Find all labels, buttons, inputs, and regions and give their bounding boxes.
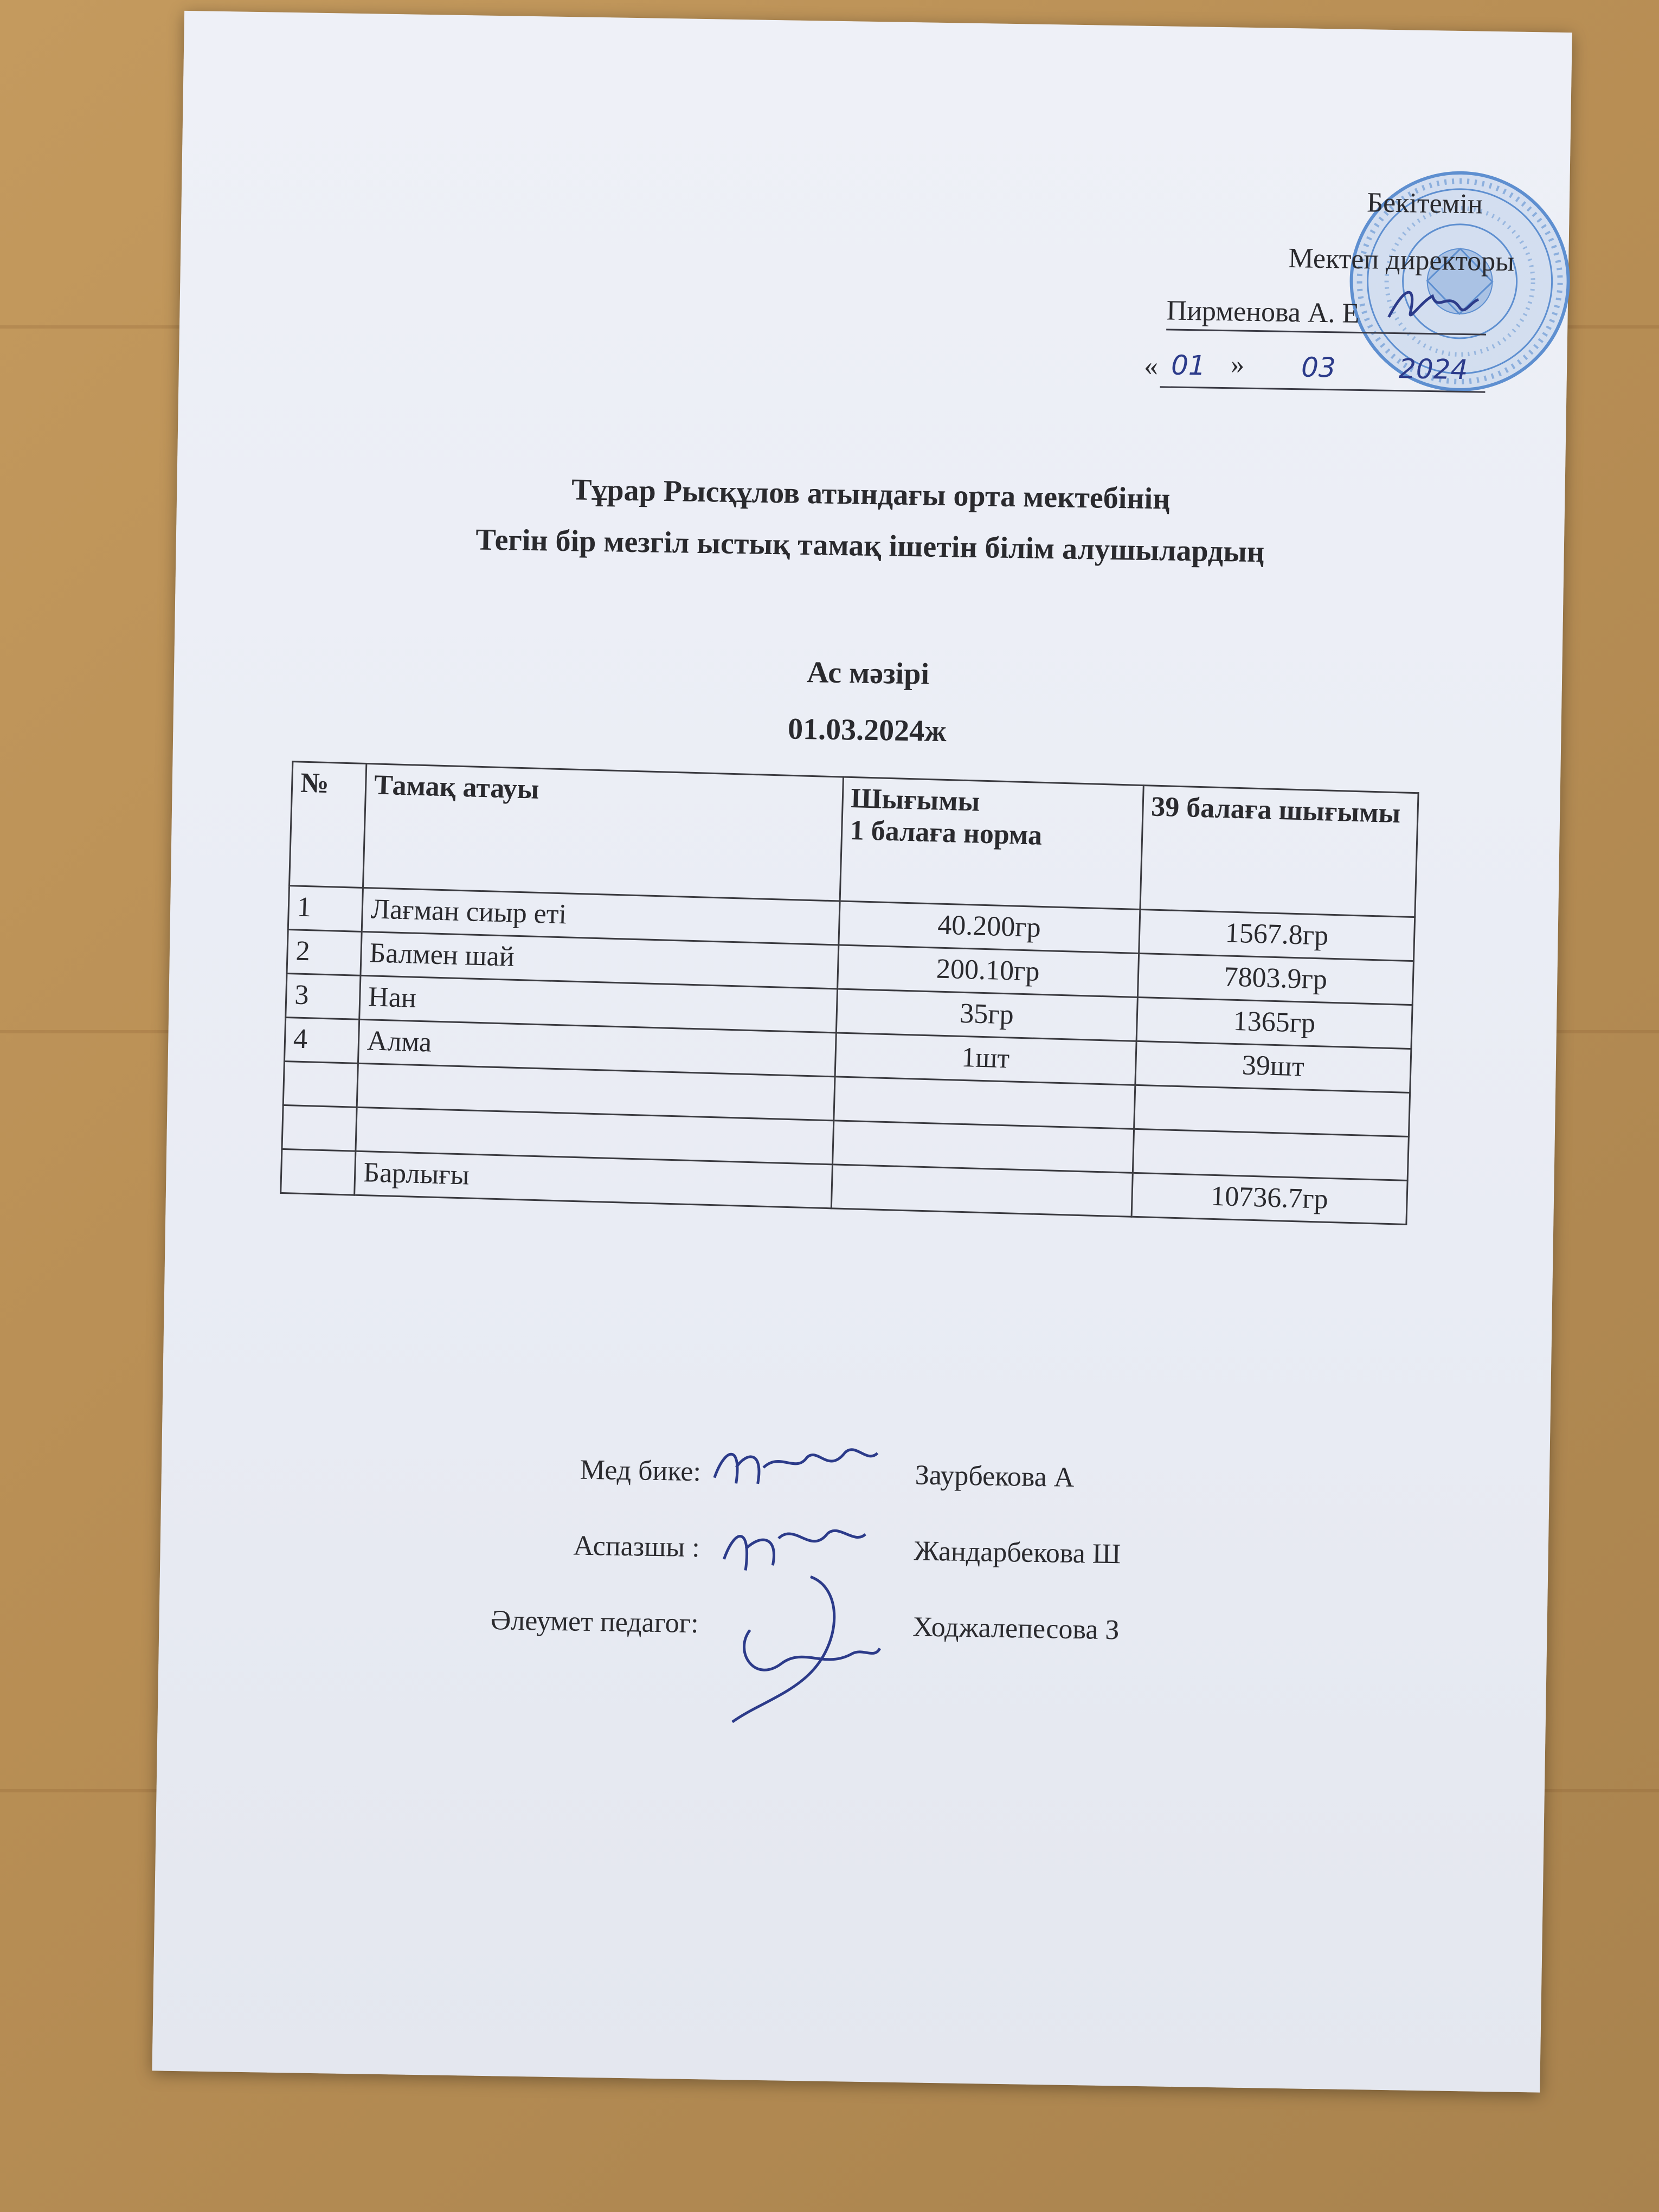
approval-block — [1100, 161, 1516, 417]
empty-cell — [833, 1077, 1135, 1129]
column-header-total: 39 балаға шығымы — [1140, 786, 1419, 917]
director-title: Мектеп директоры — [1288, 242, 1515, 278]
social-pedagogue-signature — [700, 1564, 898, 1730]
dish-norm: 1шт — [835, 1033, 1136, 1085]
dish-name: Алма — [358, 1019, 835, 1077]
dish-total: 39шт — [1135, 1041, 1411, 1092]
dish-name: Балмен шай — [361, 931, 838, 989]
approval-date-line — [1143, 349, 1486, 393]
row-number: 1 — [288, 886, 363, 932]
empty-cell — [1134, 1085, 1410, 1136]
date-year: 2024 — [1398, 353, 1468, 386]
signature-role-cook: Аспазшы : — [573, 1530, 700, 1564]
column-header-dish: Тамақ атауы — [363, 764, 843, 901]
school-line: Тұрар Рысқұлов атындағы орта мектебінің — [571, 473, 1171, 516]
total-value: 10736.7гр — [1131, 1173, 1407, 1224]
menu-date: 01.03.2024ж — [787, 712, 947, 749]
dish-name: Нан — [359, 975, 837, 1033]
director-signature — [1383, 279, 1481, 330]
empty-cell — [1133, 1129, 1409, 1180]
signature-name-cook: Жандарбекова Ш — [914, 1535, 1121, 1570]
dish-norm: 40.200гр — [838, 901, 1140, 953]
empty-cell — [832, 1121, 1134, 1173]
total-label: Барлығы — [355, 1151, 832, 1208]
date-day: 01 — [1171, 349, 1206, 382]
empty-cell — [831, 1165, 1133, 1217]
dish-norm: 35гр — [836, 989, 1137, 1041]
date-open-quote: « — [1143, 350, 1159, 382]
dish-total: 7803.9гр — [1137, 953, 1413, 1005]
signature-role-social-pedagogue: Әлеумет педагог: — [490, 1605, 699, 1639]
subtitle-line: Тегін бір мезгіл ыстық тамақ ішетін білім алушылардың — [475, 523, 1265, 569]
signature-name-social-pedagogue: Ходжалепесова З — [912, 1611, 1120, 1646]
signatures-block — [157, 1448, 1549, 1795]
signature-role-nurse: Мед бике: — [580, 1454, 702, 1488]
column-header-norm: Шығымы 1 балаға норма — [840, 777, 1143, 909]
signature-name-nurse: Заурбекова А — [915, 1459, 1075, 1494]
document-sheet — [152, 11, 1572, 2093]
menu-table — [280, 761, 1419, 1225]
empty-cell — [282, 1105, 357, 1151]
row-number: 4 — [284, 1018, 359, 1064]
director-name: Пирменова А. Е — [1166, 294, 1487, 335]
row-number: 3 — [286, 974, 361, 1020]
empty-cell — [281, 1149, 356, 1195]
dish-name: Лағман сиыр еті — [362, 888, 839, 945]
menu-title: Ас мәзірі — [806, 655, 930, 691]
dish-norm: 200.10гр — [837, 945, 1139, 997]
column-header-number: № — [290, 762, 366, 888]
dish-total: 1365гр — [1136, 997, 1412, 1049]
date-month: 03 — [1301, 351, 1336, 384]
empty-cell — [283, 1062, 358, 1108]
approve-word: Бекітемін — [1366, 187, 1483, 220]
row-number: 2 — [287, 930, 362, 976]
date-close-quote: » — [1230, 349, 1245, 380]
dish-total: 1567.8гр — [1139, 909, 1414, 961]
